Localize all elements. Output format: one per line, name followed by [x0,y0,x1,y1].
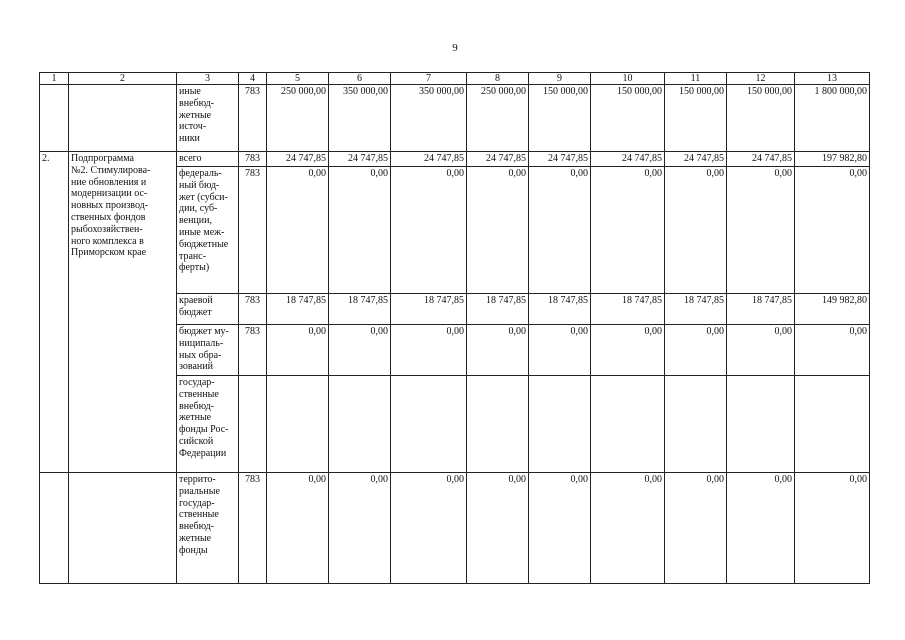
total-cell: 0,00 [795,325,870,376]
amount-cell: 0,00 [391,325,467,376]
page-number: 9 [452,42,458,54]
column-header: 10 [591,73,665,85]
amount-cell: 24 747,85 [467,152,529,167]
amount-cell: 0,00 [529,325,591,376]
row-number [40,473,69,584]
budget-code [239,376,267,473]
amount-cell: 0,00 [391,167,467,294]
amount-cell: 0,00 [267,167,329,294]
amount-cell: 24 747,85 [727,152,795,167]
program-name: Подпрограмма №2. Стимулирова- ние обновления и модернизации ос- новных производ- ственных фондов рыбохозяйствен- ного комплекса в Приморском крае [69,152,177,473]
amount-cell: 24 747,85 [267,152,329,167]
amount-cell [329,376,391,473]
budget-code: 783 [239,152,267,167]
column-header: 12 [727,73,795,85]
amount-cell: 150 000,00 [665,85,727,152]
budget-code: 783 [239,167,267,294]
amount-cell: 0,00 [467,473,529,584]
amount-cell: 18 747,85 [591,294,665,325]
amount-cell: 18 747,85 [329,294,391,325]
table-row [40,152,870,167]
amount-cell: 150 000,00 [591,85,665,152]
funding-source: террито- риальные государ- ственные внебюд- жетные фонды [177,473,239,584]
funding-source: бюджет му- ниципаль- ных обра- зований [177,325,239,376]
amount-cell: 0,00 [665,473,727,584]
amount-cell: 0,00 [591,167,665,294]
amount-cell: 0,00 [267,473,329,584]
column-header: 4 [239,73,267,85]
amount-cell: 24 747,85 [665,152,727,167]
program-name [69,85,177,152]
amount-cell: 18 747,85 [267,294,329,325]
table-row [40,85,870,152]
amount-cell: 350 000,00 [391,85,467,152]
total-cell: 0,00 [795,473,870,584]
amount-cell: 18 747,85 [391,294,467,325]
budget-code: 783 [239,294,267,325]
amount-cell: 18 747,85 [529,294,591,325]
amount-cell: 0,00 [329,167,391,294]
column-header: 9 [529,73,591,85]
amount-cell [391,376,467,473]
amount-cell: 24 747,85 [329,152,391,167]
amount-cell: 250 000,00 [267,85,329,152]
amount-cell: 350 000,00 [329,85,391,152]
amount-cell: 18 747,85 [665,294,727,325]
amount-cell [267,376,329,473]
program-name [69,473,177,584]
amount-cell: 150 000,00 [529,85,591,152]
amount-cell: 0,00 [665,167,727,294]
amount-cell [727,376,795,473]
funding-source: федераль- ный бюд- жет (субси- дии, суб- венции, иные меж- бюджетные транс- ферты) [177,167,239,294]
amount-cell: 18 747,85 [467,294,529,325]
amount-cell: 24 747,85 [529,152,591,167]
funding-source: государ- ственные внебюд- жетные фонды Рос- сийской Федерации [177,376,239,473]
column-header: 1 [40,73,69,85]
row-number [40,85,69,152]
amount-cell: 0,00 [591,325,665,376]
amount-cell: 0,00 [467,167,529,294]
column-header: 11 [665,73,727,85]
total-cell: 149 982,80 [795,294,870,325]
column-numbers-row [40,73,870,85]
amount-cell: 0,00 [391,473,467,584]
budget-table [39,72,870,584]
amount-cell: 24 747,85 [591,152,665,167]
table-row [40,473,870,584]
amount-cell: 0,00 [529,473,591,584]
amount-cell: 0,00 [329,473,391,584]
amount-cell [529,376,591,473]
budget-code: 783 [239,473,267,584]
amount-cell [467,376,529,473]
amount-cell: 18 747,85 [727,294,795,325]
column-header: 6 [329,73,391,85]
funding-source: краевой бюджет [177,294,239,325]
amount-cell: 0,00 [727,473,795,584]
column-header: 13 [795,73,870,85]
amount-cell: 0,00 [665,325,727,376]
amount-cell: 0,00 [267,325,329,376]
column-header: 5 [267,73,329,85]
amount-cell: 250 000,00 [467,85,529,152]
amount-cell: 0,00 [727,325,795,376]
row-number: 2. [40,152,69,473]
funding-source: иные внебюд- жетные источ- ники [177,85,239,152]
amount-cell: 0,00 [727,167,795,294]
amount-cell: 0,00 [529,167,591,294]
total-cell: 0,00 [795,167,870,294]
column-header: 7 [391,73,467,85]
amount-cell: 0,00 [329,325,391,376]
total-cell: 197 982,80 [795,152,870,167]
amount-cell: 0,00 [467,325,529,376]
amount-cell [591,376,665,473]
total-cell: 1 800 000,00 [795,85,870,152]
column-header: 8 [467,73,529,85]
column-header: 3 [177,73,239,85]
column-header: 2 [69,73,177,85]
amount-cell: 0,00 [591,473,665,584]
total-cell [795,376,870,473]
budget-code: 783 [239,325,267,376]
amount-cell: 24 747,85 [391,152,467,167]
budget-code: 783 [239,85,267,152]
amount-cell [665,376,727,473]
amount-cell: 150 000,00 [727,85,795,152]
funding-source: всего [177,152,239,167]
